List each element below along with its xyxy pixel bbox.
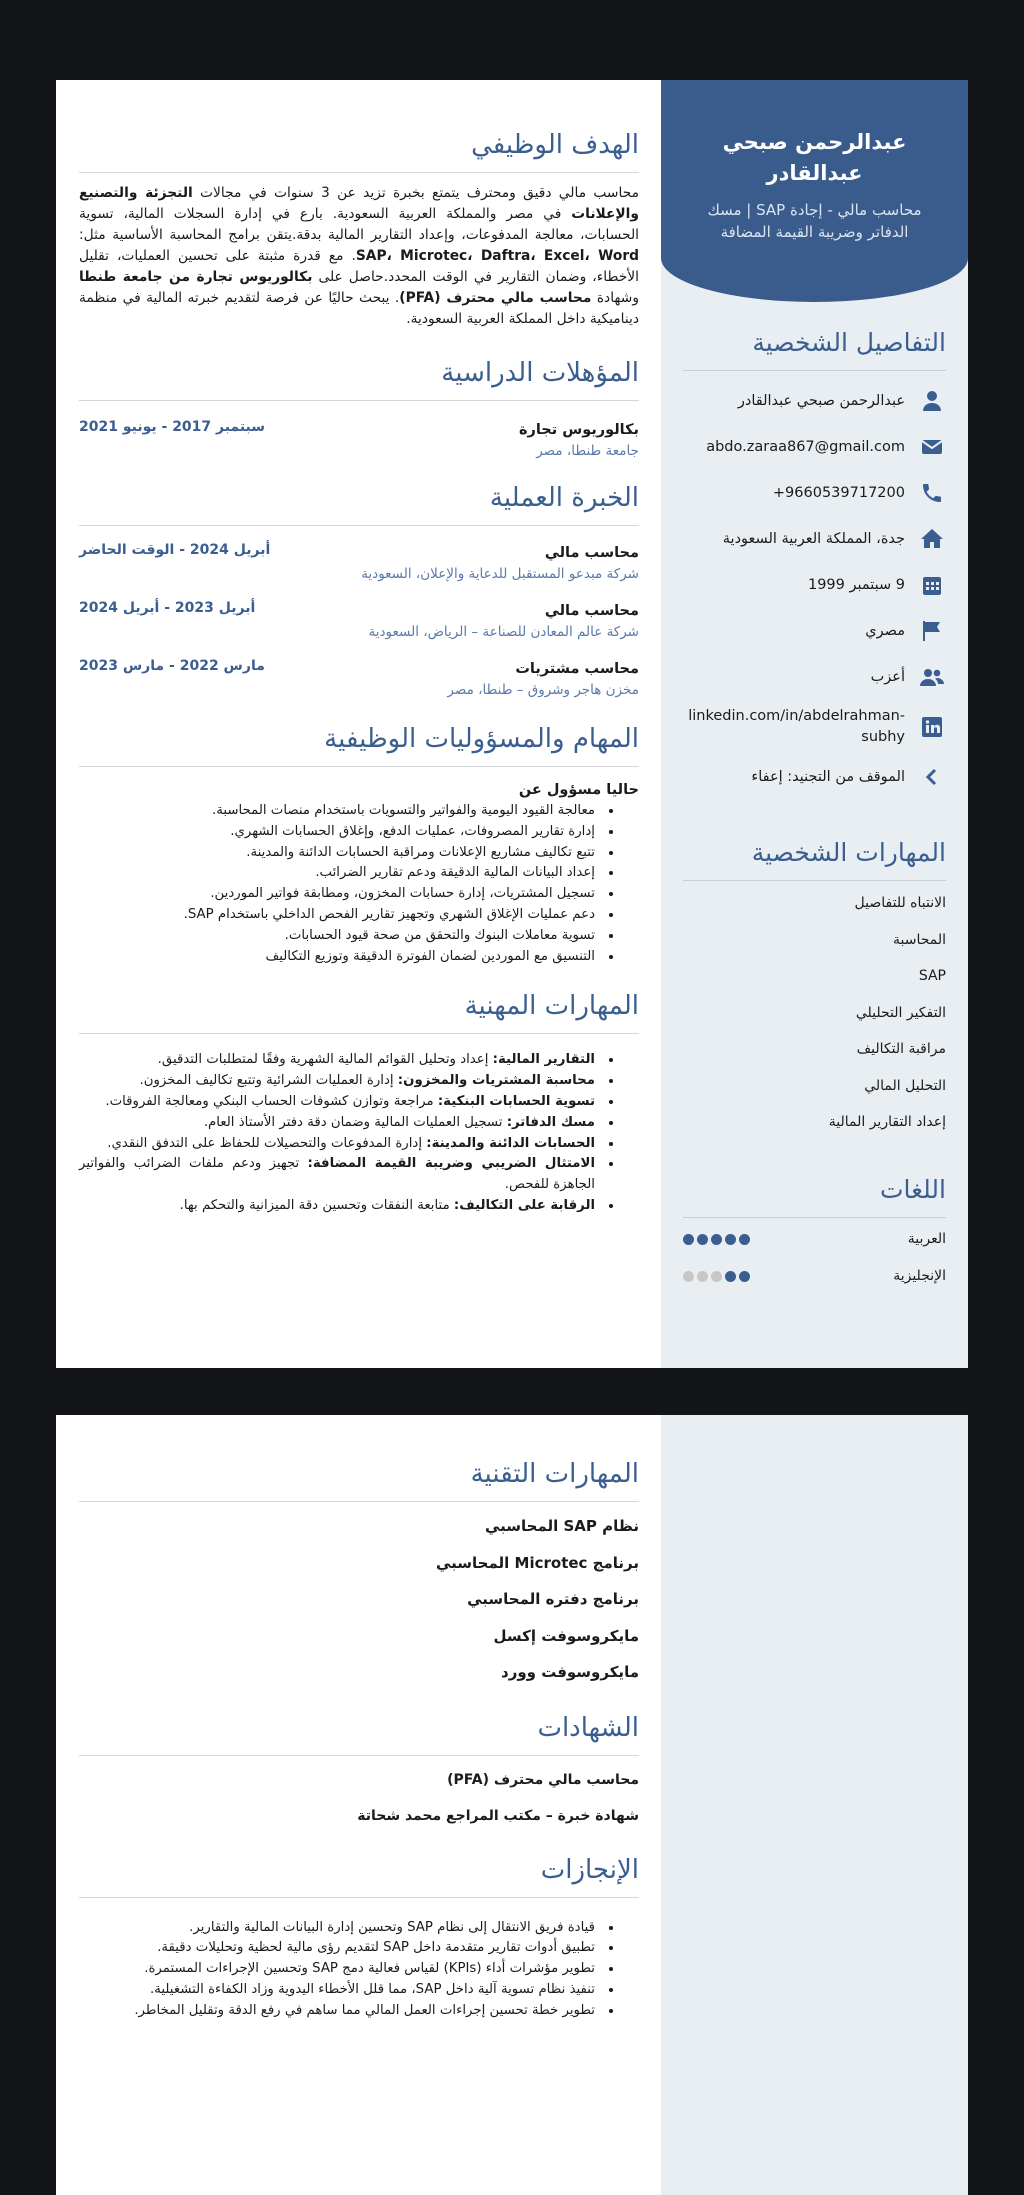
language-level-dots — [683, 1271, 750, 1282]
detail-birthdate-value: 9 سبتمبر 1999 — [807, 577, 905, 593]
language-arabic — [661, 1221, 968, 1258]
level-dot — [683, 1271, 694, 1282]
level-dot — [739, 1271, 750, 1282]
envelope-icon — [918, 433, 946, 461]
detail-email — [661, 424, 968, 470]
education-title: المؤهلات الدراسية — [79, 356, 639, 401]
detail-nationality — [661, 608, 968, 654]
experience-company: مخزن هاجر وشروق – طنطا، مصر — [447, 682, 639, 698]
main-content — [56, 80, 661, 1368]
duties-list — [79, 801, 639, 967]
list-item: • دعم عمليات الإغلاق الشهري وتجهيز تقارير الفحص الداخلي باستخدام SAP. — [79, 905, 599, 926]
flag-icon — [918, 617, 946, 645]
soft-skills-title: المهارات الشخصية — [683, 836, 946, 881]
certificate-item: شهادة خبرة – مكتب المراجع محمد شحاتة — [357, 1808, 639, 1824]
tech-skill-item: نظام SAP المحاسبي — [484, 1517, 639, 1535]
sidebar-page-2 — [661, 1415, 968, 2195]
level-dot — [725, 1271, 736, 1282]
list-item: • الحسابات الدائنة والمدينة: إدارة المدفوعات والتحصيلات للحفاظ على التدفق النقدي. — [79, 1134, 599, 1155]
list-item: • الرقابة على التكاليف: متابعة النفقات وتحسين دقة الميزانية والتحكم بها. — [79, 1196, 599, 1217]
list-item: • تطوير خطة تحسين إجراءات العمل المالي مما ساهم في رفع الدقة وتقليل المخاطر. — [79, 2001, 599, 2022]
experience-entry — [79, 658, 639, 700]
calendar-icon — [918, 571, 946, 599]
achievements-list — [79, 1918, 639, 2022]
education-degree: بكالوريوس تجارة — [518, 422, 639, 438]
detail-name-value: عبدالرحمن صبحي عبدالقادر — [737, 393, 905, 409]
list-item: • تسوية الحسابات البنكية: مراجعة وتوازن كشوفات الحساب البنكي ومعالجة الفروقات. — [79, 1092, 599, 1113]
language-name: الإنجليزية — [893, 1268, 946, 1284]
list-item: • محاسبة المشتريات والمخزون: إدارة العمليات الشرائية وتتبع تكاليف المخزون. — [79, 1071, 599, 1092]
soft-skill-item: المحاسبة — [892, 931, 946, 948]
objective-text: محاسب مالي دقيق ومحترف يتمتع بخبرة تزيد عن 3 سنوات في مجالات التجزئة والتصنيع والإعلانات في مصر والمملكة العربية السعودية. بارع في إدارة السجلات المالية، تسوية الحسابات، معالجة المدفوعات، وإعداد التقارير المالية بدقة.يتقن برامج المحاسبة الأساسية مثل: SAP، Microtec، Daftra، Excel، Word. مع قدرة مثبتة على تحسين العمليات، تقليل الأخطاء، وضمان التقارير في الوقت المحدد.حاصل على بكالوريوس تجارة من جامعة طنطا وشهادة محاسب مالي محترف (PFA). يبحث حاليًا عن فرصة لتقديم خبرته المالية في منظمة ديناميكية داخل المملكة العربية السعودية. — [79, 185, 640, 327]
experience-date: أبريل 2024 - الوقت الحاضر — [79, 542, 271, 558]
detail-address — [661, 516, 968, 562]
sidebar — [661, 80, 968, 1368]
detail-military-status-value: الموقف من التجنيد: إعفاء — [751, 769, 905, 785]
detail-linkedin-value[interactable]: linkedin.com/in/abdelrahman-subhy — [688, 708, 905, 745]
experience-role: محاسب مشتريات — [515, 661, 639, 677]
experience-entry — [79, 542, 639, 584]
level-dot — [725, 1234, 736, 1245]
personal-details-title: التفاصيل الشخصية — [683, 326, 946, 371]
objective-title: الهدف الوظيفي — [79, 128, 639, 173]
users-icon — [918, 663, 946, 691]
certificate-item: محاسب مالي محترف (PFA) — [447, 1771, 639, 1788]
language-english — [661, 1258, 968, 1295]
soft-skill-item: إعداد التقارير المالية — [828, 1114, 946, 1130]
level-dot — [683, 1234, 694, 1245]
tech-skill-item: برنامج دفتره المحاسبي — [467, 1590, 639, 1608]
detail-address-value: جدة، المملكة العربية السعودية — [722, 531, 905, 547]
soft-skill-item: SAP — [918, 968, 946, 984]
detail-phone — [661, 470, 968, 516]
language-level-dots — [683, 1234, 750, 1245]
list-item: • التنسيق مع الموردين لضمان الفوترة الدقيقة وتوزيع التكاليف — [79, 947, 599, 968]
tech-skill-item: مايكروسوفت وورد — [501, 1663, 639, 1681]
main-content-page-2 — [56, 1415, 661, 2195]
experience-title: الخبرة العملية — [79, 481, 639, 526]
detail-marital-status — [661, 654, 968, 700]
education-date: سبتمبر 2017 - يونيو 2021 — [79, 419, 266, 435]
list-item: • تسجيل المشتريات، إدارة حسابات المخزون، ومطابقة فواتير الموردين. — [79, 884, 599, 905]
level-dot — [711, 1234, 722, 1245]
experience-role: محاسب مالي — [544, 545, 639, 561]
experience-entry — [79, 600, 639, 642]
level-dot — [711, 1271, 722, 1282]
duties-subtitle: حاليا مسؤول عن — [518, 782, 639, 798]
tech-skills-title: المهارات التقنية — [79, 1457, 639, 1502]
language-name: العربية — [907, 1231, 946, 1247]
tech-skill-item: مايكروسوفت إكسل — [493, 1626, 639, 1645]
detail-nationality-value: مصري — [865, 623, 905, 639]
list-item: • معالجة القيود اليومية والفواتير والتسويات باستخدام منصات المحاسبة. — [79, 801, 599, 822]
level-dot — [739, 1234, 750, 1245]
education-school: جامعة طنطا، مصر — [536, 443, 639, 459]
linkedin-icon — [918, 713, 946, 741]
level-dot — [697, 1234, 708, 1245]
soft-skill-item: التحليل المالي — [864, 1077, 946, 1094]
experience-role: محاسب مالي — [544, 603, 639, 619]
experience-date: مارس 2022 - مارس 2023 — [79, 658, 265, 674]
phone-icon — [918, 479, 946, 507]
resume-page-1 — [56, 80, 968, 1368]
list-item: • تطوير مؤشرات أداء (KPIs) لقياس فعالية دمج SAP وتحسين الإجراءات المستمرة. — [79, 1959, 599, 1980]
level-dot — [697, 1271, 708, 1282]
detail-birthdate — [661, 562, 968, 608]
list-item: • التقارير المالية: إعداد وتحليل القوائم المالية الشهرية وفقًا لمتطلبات التدقيق. — [79, 1050, 599, 1071]
experience-company: شركة عالم المعادن للصناعة – الرياض، السعودية — [368, 624, 639, 640]
experience-date: أبريل 2023 - أبريل 2024 — [79, 600, 256, 616]
profile-header — [661, 80, 968, 302]
list-item: • تطبيق أدوات تقارير متقدمة داخل SAP لتقديم رؤى مالية لحظية وتحليلات دقيقة. — [79, 1938, 599, 1959]
list-item: • تسوية معاملات البنوك والتحقق من صحة قيود الحسابات. — [79, 926, 599, 947]
languages-title: اللغات — [683, 1173, 946, 1218]
list-item: • مسك الدفاتر: تسجيل العمليات المالية وضمان دقة دفتر الأستاذ العام. — [79, 1113, 599, 1134]
tech-skill-item: برنامج Microtec المحاسبي — [435, 1553, 639, 1572]
list-item: • إدارة تقارير المصروفات، عمليات الدفع، وإغلاق الحسابات الشهري. — [79, 822, 599, 843]
education-entry — [79, 419, 639, 461]
detail-marital-status-value: أعزب — [870, 669, 905, 685]
soft-skill-item: الانتباه للتفاصيل — [854, 895, 946, 911]
list-item: • قيادة فريق الانتقال إلى نظام SAP وتحسين إدارة البيانات المالية والتقارير. — [79, 1918, 599, 1939]
detail-linkedin — [661, 700, 968, 754]
soft-skill-item: التفكير التحليلي — [855, 1004, 946, 1021]
list-item: • إعداد البيانات المالية الدقيقة ودعم تقارير الضرائب. — [79, 863, 599, 884]
list-item: • تنفيذ نظام تسوية آلية داخل SAP، مما قلل الأخطاء اليدوية وزاد الكفاءة التشغيلية. — [79, 1980, 599, 2001]
list-item: • الامتثال الضريبي وضريبة القيمة المضافة: تجهيز ودعم ملفات الضرائب والفواتير الجاهزة للفحص. — [79, 1154, 599, 1196]
detail-phone-value[interactable]: +9660539717200 — [772, 485, 905, 501]
certificates-title: الشهادات — [79, 1711, 639, 1756]
candidate-title: محاسب مالي - إجادة SAP | مسك الدفاتر وضريبة القيمة المضافة — [707, 201, 922, 241]
chevron-left-icon — [918, 763, 946, 791]
resume-page-2 — [56, 1415, 968, 2195]
detail-military-status — [661, 754, 968, 800]
soft-skill-item: مراقبة التكاليف — [856, 1041, 946, 1057]
pro-skills-list — [79, 1050, 639, 1216]
duties-title: المهام والمسؤوليات الوظيفية — [79, 722, 639, 767]
list-item: • تتبع تكاليف مشاريع الإعلانات ومراقبة الحسابات الدائنة والمدينة. — [79, 843, 599, 864]
user-icon — [918, 387, 946, 415]
detail-email-value[interactable]: abdo.zaraa867@gmail.com — [706, 439, 905, 455]
home-icon — [918, 525, 946, 553]
pro-skills-title: المهارات المهنية — [79, 989, 639, 1034]
achievements-title: الإنجازات — [79, 1853, 639, 1898]
experience-company: شركة مبدعو المستقبل للدعاية والإعلان، السعودية — [361, 566, 639, 582]
candidate-name: عبدالرحمن صبحي عبدالقادر — [722, 130, 907, 185]
detail-name — [661, 378, 968, 424]
